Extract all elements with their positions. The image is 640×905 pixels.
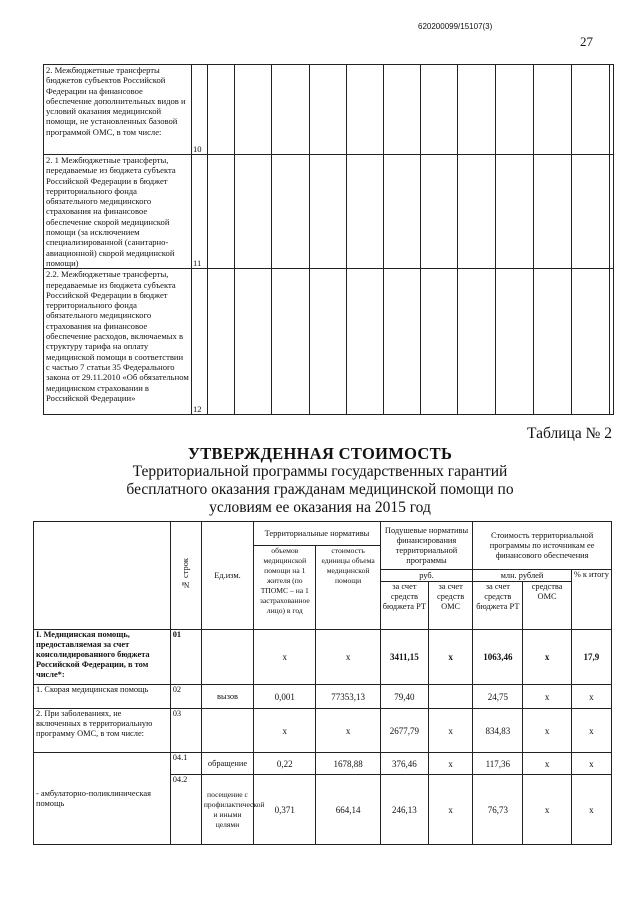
table-row	[34, 753, 612, 775]
row-cost: 664,14	[316, 775, 380, 845]
row-pc-oms: х	[429, 630, 473, 685]
row-name: - амбулаторно-поликлиническая помощь	[34, 753, 171, 845]
row-tc-budget: 76,73	[473, 775, 523, 845]
row-tc-budget: 1063,46	[473, 630, 523, 685]
row-number: 04.2	[170, 775, 201, 845]
header-row-no: № строк	[170, 522, 201, 630]
header-mln: млн. рублей	[473, 570, 571, 582]
row-pc-oms: х	[429, 709, 473, 753]
row-pc-budget: 376,46	[380, 753, 428, 775]
header-norms: Территориальные нормативы	[254, 522, 381, 546]
row-number: 04.1	[170, 753, 201, 775]
document-id: 620200099/15107(3)	[418, 22, 493, 31]
subtitle-line: условиям ее оказания на 2015 год	[209, 499, 431, 516]
transfers-table	[43, 64, 614, 415]
row-cost: х	[316, 630, 380, 685]
row-tc-oms: х	[523, 630, 571, 685]
subtitle-line: Территориальной программы государственных гарантий	[132, 463, 508, 480]
row-pc-budget: 246,13	[380, 775, 428, 845]
row-volume: 0,371	[254, 775, 316, 845]
row-tc-budget: 117,36	[473, 753, 523, 775]
row-description: 2.2. Межбюджетные трансферты, передаваемые из бюджета субъекта Российской Федерации в бюджет территориального фонда обязательного медицинского страхования на финансовое обеспечение расходов, включаемых в структуру тарифа на оплату медицинской помощи в соответствии с частью 7 статьи 35 Федерального закона от 29.11.2010 «Об обязательном медицинском страховании в Российской Федерации»	[44, 269, 192, 415]
header-pc-budget: за счет средств бюджета РТ	[380, 582, 428, 630]
table-row	[34, 709, 612, 753]
row-pct: х	[571, 775, 611, 845]
row-volume: х	[254, 709, 316, 753]
header-pc-oms: за счет средств ОМС	[429, 582, 473, 630]
row-tc-budget: 834,83	[473, 709, 523, 753]
row-pc-oms: х	[429, 775, 473, 845]
row-name: 1. Скорая медицинская помощь	[34, 685, 171, 709]
row-unit: вызов	[201, 685, 253, 709]
header-rub: руб.	[380, 570, 472, 582]
row-cost: 77353,13	[316, 685, 380, 709]
row-unit: обращение	[201, 753, 253, 775]
row-pc-budget: 3411,15	[380, 630, 428, 685]
row-description: 2. Межбюджетные трансферты бюджетов субъектов Российской Федерации на финансовое обеспечение дополнительных видов и условий оказания медицинской помощи, не установленных базовой программой ОМС, в том числе:	[44, 65, 192, 155]
row-pc-budget: 79,40	[380, 685, 428, 709]
row-cost: 1678,88	[316, 753, 380, 775]
header-per-capita: Подушевые нормативы финансирования территориальной программы	[380, 522, 472, 570]
table-row	[44, 269, 614, 415]
row-pct: х	[571, 709, 611, 753]
table-row	[44, 155, 614, 269]
row-pct: 17,9	[571, 630, 611, 685]
row-description: 2. 1 Межбюджетные трансферты, передаваемые из бюджета субъекта Российской Федерации в бюджет территориального фонда обязательного медицинского страхования на финансовое обеспечение скорой медицинской помощи (за исключением специализированной (санитарно-авиационной) скорой медицинской помощи)	[44, 155, 192, 269]
row-volume: 0,001	[254, 685, 316, 709]
row-tc-oms: х	[523, 753, 571, 775]
row-pc-oms	[429, 685, 473, 709]
row-pc-oms: х	[429, 753, 473, 775]
row-pct: х	[571, 685, 611, 709]
row-number: 02	[170, 685, 201, 709]
row-tc-budget: 24,75	[473, 685, 523, 709]
table-caption: Таблица № 2	[527, 425, 612, 442]
row-number: 12	[192, 269, 208, 415]
subtitle-line: бесплатного оказания гражданам медицинской помощи по	[126, 481, 514, 498]
row-name: 2. При заболеваниях, не включенных в территориальную программу ОМС, в том числе:	[34, 709, 171, 753]
page-title: УТВЕРЖДЕННАЯ СТОИМОСТЬ	[187, 444, 453, 463]
row-tc-oms: х	[523, 775, 571, 845]
row-number: 11	[192, 155, 208, 269]
table-row	[44, 65, 614, 155]
row-number: 03	[170, 709, 201, 753]
row-name: I. Медицинская помощь, предоставляемая за счет консолидированного бюджета Российской Федерации, в том числе*:	[34, 630, 171, 685]
row-number: 01	[170, 630, 201, 685]
row-cost: х	[316, 709, 380, 753]
row-tc-oms: х	[523, 709, 571, 753]
row-volume: 0,22	[254, 753, 316, 775]
header-tc-oms: средства ОМС	[523, 582, 571, 630]
row-pc-budget: 2677,79	[380, 709, 428, 753]
header-cost-unit: стоимость единицы объема медицинской помощи	[316, 546, 380, 630]
row-unit	[201, 630, 253, 685]
row-number: 10	[192, 65, 208, 155]
row-unit	[201, 709, 253, 753]
row-tc-oms: х	[523, 685, 571, 709]
row-volume: х	[254, 630, 316, 685]
row-unit: посещение с профилактической и иными целями	[201, 775, 253, 845]
header-volume: объемов медицинской помощи на 1 жителя (по ТПОМС – на 1 застрахованное лицо) в год	[254, 546, 316, 630]
subtitle	[0, 463, 640, 517]
cost-table	[33, 521, 612, 845]
table-row	[34, 685, 612, 709]
header-pct: % к итогу	[571, 570, 611, 630]
header-unit: Ед.изм.	[201, 522, 253, 630]
row-pct: х	[571, 753, 611, 775]
table-row	[34, 630, 612, 685]
header-total-cost: Стоимость территориальной программы по источникам ее финансового обеспечения	[473, 522, 612, 570]
page-number: 27	[580, 34, 593, 49]
header-tc-budget: за счет средств бюджета РТ	[473, 582, 523, 630]
